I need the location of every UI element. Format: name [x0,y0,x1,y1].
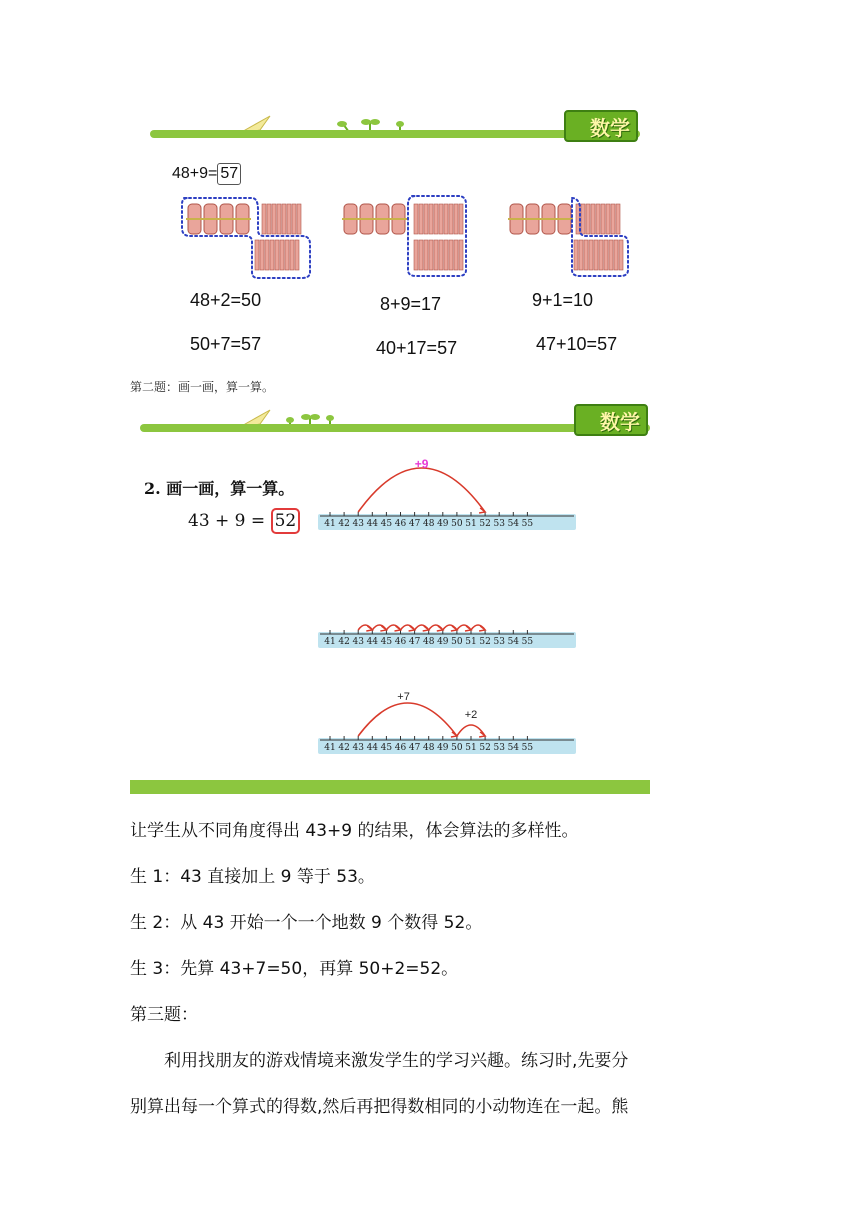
arrowhead [479,626,485,631]
textbook-panel-2 [130,402,650,796]
method-3-line-2: 47+10=57 [536,334,618,354]
single-rod [614,240,618,270]
single-rod [262,204,266,234]
single-rod [599,240,603,270]
single-rod [429,240,433,270]
question-title: 2. 画一画，算一算。 [144,479,295,498]
single-rod [579,240,583,270]
method-2-line-2: 40+17=57 [376,338,458,358]
single-rod [594,240,598,270]
math-badge [564,110,638,142]
panel-bottom-strip [130,780,650,794]
paragraph-5: 第三题： [130,1005,198,1025]
single-rod [459,204,463,234]
single-rod [596,204,600,234]
caption-question-2: 第二题：画一画，算一算。 [130,380,275,394]
tick-label: 49 [437,519,449,529]
tick-label: 45 [380,519,393,529]
jump-arc [358,468,485,512]
single-rod [287,204,291,234]
tick-label: 43 [352,743,364,753]
answer-box: 57 [217,163,241,185]
single-rod [439,204,443,234]
tick-label: 48 [422,743,435,753]
paragraph-3: 生 2：从 43 开始一个一个地数 9 个数得 52。 [130,913,483,933]
single-rod [584,240,588,270]
single-rod [285,240,289,270]
single-rod [275,240,279,270]
single-rod [255,240,259,270]
tick-label: 41 [324,519,336,529]
arrowhead [409,626,415,631]
single-rod [609,240,613,270]
arrowhead [465,626,471,631]
tick-label: 50 [451,637,463,647]
paragraph-6: 利用找朋友的游戏情境来激发学生的学习兴趣。练习时,先要分 [164,1051,629,1071]
tick-label: 44 [366,519,379,529]
single-rod [439,240,443,270]
method-1-line-2: 50+7=57 [190,334,262,354]
tick-label: 51 [465,743,477,753]
tick-label: 43 [352,637,364,647]
tick-label: 44 [366,743,379,753]
arrowhead [395,626,401,631]
single-rod [419,240,423,270]
single-rod [449,240,453,270]
single-rod [586,204,590,234]
equation-48-plus-9 [172,163,241,185]
equation-prefix: 43 + 9 = [188,511,271,531]
tick-label: 46 [394,519,407,529]
tick-label: 52 [479,519,491,529]
single-rod [265,240,269,270]
tick-label: 55 [521,519,534,529]
tick-label: 49 [437,743,449,753]
tick-label: 41 [324,743,336,753]
tick-label: 47 [408,743,421,753]
method-1-line-1: 48+2=50 [190,290,262,310]
single-rod [454,204,458,234]
arrowhead [366,626,372,631]
single-rod [282,204,286,234]
single-rod [270,240,274,270]
paragraph-1: 让学生从不同角度得出 43+9 的结果，体会算法的多样性。 [130,821,579,841]
tick-label: 53 [493,743,505,753]
single-rod [419,204,423,234]
single-rod [611,204,615,234]
tick-label: 42 [338,519,350,529]
tick-label: 43 [352,519,364,529]
single-rod [454,240,458,270]
tick-label: 53 [493,637,505,647]
single-rod [434,240,438,270]
single-rod [272,204,276,234]
tick-label: 55 [521,743,534,753]
tick-label: 48 [422,519,435,529]
tick-label: 48 [422,637,435,647]
panel-header [140,108,640,142]
single-rod [414,240,418,270]
tick-label: 47 [408,637,421,647]
single-rod [280,240,284,270]
method-3-line-1: 9+1=10 [532,290,594,310]
tick-label: 47 [408,519,421,529]
tick-label: 45 [380,637,393,647]
single-rod [267,204,271,234]
jump-label: +2 [464,709,478,721]
paragraph-2: 生 1：43 直接加上 9 等于 53。 [130,867,375,887]
badge-label: 数学 [600,410,640,434]
tick-label: 42 [338,743,350,753]
tick-label: 51 [465,519,477,529]
single-rod [424,240,428,270]
arrowhead [479,732,485,737]
tick-label: 50 [451,743,463,753]
paragraph-4: 生 3：先算 43+7=50，再算 50+2=52。 [130,959,459,979]
tick-label: 52 [479,743,491,753]
single-rod [449,204,453,234]
tick-label: 51 [465,637,477,647]
jump-arc [457,725,485,736]
single-rod [429,204,433,234]
tick-label: 44 [366,637,379,647]
single-rod [589,240,593,270]
tick-label: 54 [507,519,520,529]
method-2-line-1: 8+9=17 [380,294,442,314]
single-rod [616,204,620,234]
tick-label: 54 [507,637,520,647]
single-rod [290,240,294,270]
textbook-panel-1 [140,108,640,366]
single-rod [444,240,448,270]
jump-label: +9 [414,457,429,471]
badge-label: 数学 [590,116,630,140]
jump-label: +7 [397,691,410,703]
arrowhead [380,626,386,631]
tick-label: 46 [394,743,407,753]
single-rod [574,240,578,270]
number-lines-figure [130,402,650,772]
single-rod [277,204,281,234]
tick-label: 52 [479,637,491,647]
single-rod [260,240,264,270]
single-rod [606,204,610,234]
jump-arc [358,703,457,736]
tick-label: 41 [324,637,336,647]
arrowhead [451,626,457,631]
single-rod [581,204,585,234]
single-rod [459,240,463,270]
tick-label: 42 [338,637,350,647]
tick-label: 53 [493,519,505,529]
arrowhead [479,508,485,513]
single-rod [414,204,418,234]
single-rod [424,204,428,234]
tick-label: 45 [380,743,393,753]
single-rod [292,204,296,234]
single-rod [601,204,605,234]
single-rod [619,240,623,270]
tick-label: 54 [507,743,520,753]
single-rod [591,204,595,234]
single-rod [297,204,301,234]
answer-box: 52 [271,508,301,534]
equation-prefix: 48+9= [172,165,218,182]
counting-rods-figure [140,190,640,290]
tick-label: 50 [451,519,463,529]
tick-label: 46 [394,637,407,647]
single-rod [604,240,608,270]
single-rod [295,240,299,270]
tick-label: 49 [437,637,449,647]
single-rod [434,204,438,234]
single-rod [444,204,448,234]
paragraph-7: 别算出每一个算式的得数,然后再把得数相同的小动物连在一起。熊 [130,1097,629,1117]
tick-label: 55 [521,637,534,647]
arrowhead [451,732,457,737]
arrowhead [423,626,429,631]
arrowhead [437,626,443,631]
